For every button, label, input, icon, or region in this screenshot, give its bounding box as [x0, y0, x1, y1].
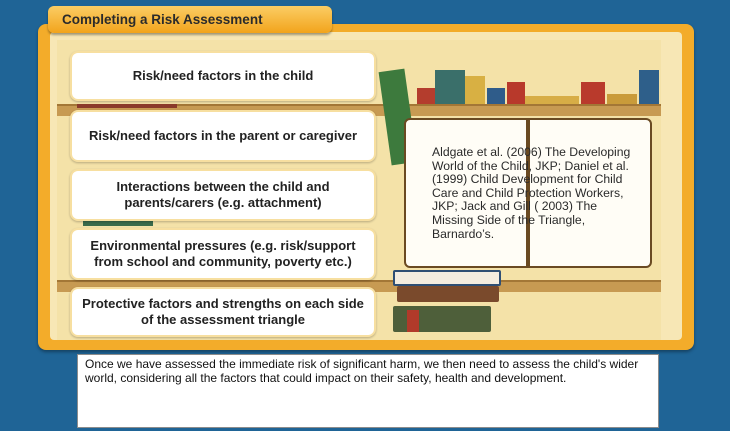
topic-button-label: Interactions between the child and parents/carers (e.g. attachment) [116, 179, 330, 210]
page-title: Completing a Risk Assessment [62, 12, 263, 27]
topic-button-parent-factors[interactable] [70, 110, 376, 162]
reference-text: Aldgate et al. (2006) The Developing World of the Child, JKP; Daniel et al. (1999) Child Development for Child Care and Child Protection Workers, JKP; Jack and Gill ( 2003) The Missing Side of the Triangle, Barnardo’s. [432, 145, 631, 241]
book [525, 96, 579, 104]
topic-button-protective-factors[interactable] [70, 287, 376, 337]
book [465, 76, 485, 104]
book-stack-illustration [393, 270, 501, 286]
book [507, 82, 525, 104]
title-tab [48, 6, 332, 33]
topic-button-interactions[interactable] [70, 169, 376, 221]
topic-button-environmental-pressures[interactable] [70, 228, 376, 280]
book [487, 88, 505, 104]
book [77, 104, 177, 108]
book [397, 286, 499, 302]
topic-button-label: Risk/need factors in the child [132, 68, 314, 83]
book [407, 310, 419, 332]
book [417, 88, 435, 104]
topic-button-label: Risk/need factors in the parent or caregiver [88, 128, 358, 143]
topic-button-label: Environmental pressures (e.g. risk/support from school and community, poverty etc.) [90, 238, 356, 269]
narration-text: Once we have assessed the immediate risk of significant harm, we then need to assess the child's wider world, considering all the factors that could impact on their safety, health and development. [85, 357, 639, 385]
book [639, 70, 659, 104]
narration-box [77, 354, 659, 428]
book [435, 70, 465, 104]
topic-button-child-factors[interactable] [70, 51, 376, 101]
book [581, 82, 605, 104]
book [607, 94, 637, 104]
topic-button-label: Protective factors and strengths on each side of the assessment triangle [82, 296, 364, 327]
